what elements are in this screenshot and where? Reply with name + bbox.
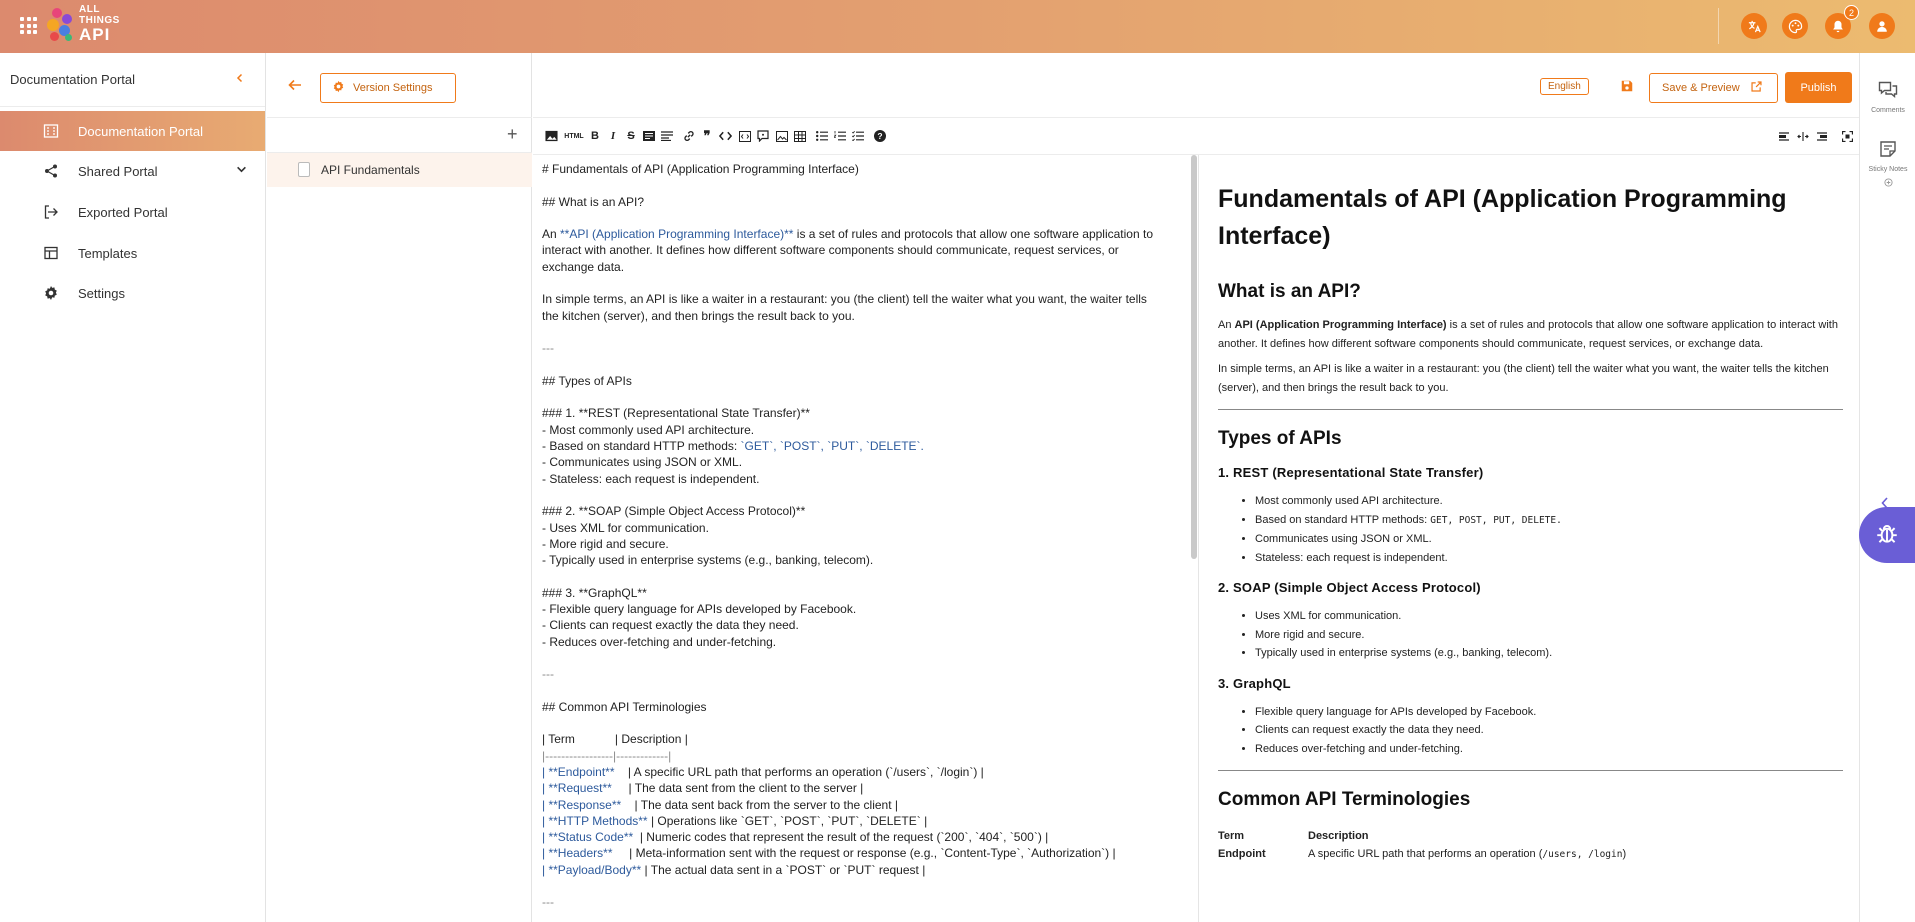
list-item: • Reduces over-fetching and under-fetching. [1255, 740, 1843, 759]
external-link-icon [1750, 80, 1763, 96]
preview-subheading: 1. REST (Representational State Transfer) [1218, 465, 1484, 480]
preview-table-header [1218, 830, 1843, 842]
sidebar-item-label: Settings [78, 285, 125, 301]
sidebar [0, 53, 266, 922]
heading-icon[interactable] [641, 128, 657, 144]
italic-icon[interactable]: I [610, 130, 616, 142]
markdown-source[interactable] [542, 161, 1192, 911]
md-line: - Communicates using JSON or XML. [542, 455, 743, 470]
preview-list [1218, 703, 1843, 759]
language-selector[interactable]: English [1540, 78, 1589, 95]
sticky-notes-button[interactable] [1860, 140, 1915, 192]
md-line: - Most commonly used API architecture. [542, 422, 755, 437]
action-bar [533, 53, 1859, 118]
md-line: - Uses XML for communication. [542, 520, 709, 535]
preview-only-icon[interactable] [1814, 128, 1830, 144]
md-line: ## Types of APIs [542, 373, 632, 388]
md-line: - Clients can request exactly the data they need. [542, 618, 799, 633]
share-icon [43, 163, 59, 179]
preview-divider [1218, 409, 1843, 410]
code-block-icon[interactable] [737, 128, 753, 144]
list-item: • Communicates using JSON or XML. [1255, 530, 1843, 549]
markdown-editor[interactable] [533, 155, 1199, 922]
collapse-sidebar-icon[interactable] [232, 70, 248, 86]
page-tree [267, 53, 532, 922]
bullet-list-icon[interactable] [814, 128, 830, 144]
bold-icon[interactable]: B [591, 130, 599, 142]
brand-line-1: ALL [79, 4, 100, 15]
export-icon [43, 204, 59, 220]
save-preview-button[interactable] [1649, 73, 1778, 103]
sidebar-title: Documentation Portal [10, 72, 136, 87]
md-line: | **Headers** | Meta-information sent with the request or response (e.g., `Content-Type`, `Authorization`) | [542, 846, 1116, 861]
markdown-preview [1201, 155, 1857, 922]
chevron-down-icon[interactable] [236, 164, 247, 178]
brand-line-2: THINGS [79, 15, 120, 26]
md-line: interact with another. It defines how different software components should communicate, request services, or [542, 243, 1119, 258]
md-line: | **Status Code** | Numeric codes that represent the result of the request (`200`, `404`, `500`) | [542, 830, 1049, 845]
sidebar-item-documentation-portal[interactable] [0, 111, 265, 151]
md-line: --- [542, 341, 554, 356]
table-cell-description: A specific URL path that performs an operation (/users, /login) [1308, 848, 1627, 860]
list-item: • Stateless: each request is independent. [1255, 549, 1843, 568]
md-line: exchange data. [542, 259, 625, 274]
gear-icon [43, 285, 59, 301]
table-cell-term: Endpoint [1218, 848, 1266, 860]
md-line: In simple terms, an API is like a waiter in a restaurant: you (the client) tell the waiter what you want, the waiter tells [542, 292, 1147, 307]
publish-button[interactable]: Publish [1785, 72, 1852, 103]
version-settings-label: Version Settings [353, 82, 433, 94]
comments-label: Comments [1871, 107, 1905, 114]
logo-mark-icon [46, 8, 76, 44]
split-view-icon[interactable] [1795, 128, 1811, 144]
md-line: - Stateless: each request is independent. [542, 471, 760, 486]
list-item: • Flexible query language for APIs developed by Facebook. [1255, 703, 1843, 722]
comments-button[interactable] [1860, 81, 1915, 114]
link-icon[interactable] [681, 128, 697, 144]
quote-icon[interactable]: ❞ [703, 128, 711, 143]
md-line: - Flexible query language for APIs developed by Facebook. [542, 602, 857, 617]
md-line: - More rigid and secure. [542, 536, 669, 551]
md-line: ## Common API Terminologies [542, 699, 707, 714]
md-line: | **Response** | The data sent back from the server to the client | [542, 797, 898, 812]
fullscreen-icon[interactable] [1839, 128, 1855, 144]
preview-heading: Common API Terminologies [1218, 789, 1471, 810]
templates-icon [43, 245, 59, 261]
md-line: ## What is an API? [542, 194, 645, 209]
editor-only-icon[interactable] [1776, 128, 1792, 144]
table-icon[interactable] [792, 128, 808, 144]
tree-toolbar [267, 118, 532, 153]
md-line: - Typically used in enterprise systems (e.g., banking, telecom). [542, 553, 874, 568]
table-header-description: Description [1308, 830, 1369, 842]
comments-icon [1878, 86, 1898, 103]
save-icon[interactable] [1620, 79, 1634, 93]
md-line: - Based on standard HTTP methods: `GET`, `POST`, `PUT`, `DELETE`. [542, 439, 924, 454]
sidebar-item-label: Exported Portal [78, 204, 168, 220]
preview-paragraph: In simple terms, an API is like a waiter in a restaurant: you (the client) tell the waiter what you want, the waiter tells the kitchen (server), and then brings the result back to you. [1218, 363, 1829, 394]
svg-text:?: ? [877, 131, 883, 141]
code-icon[interactable] [717, 128, 733, 144]
md-line: | **HTTP Methods** | Operations like `GET`, `POST`, `PUT`, `DELETE` | [542, 813, 928, 828]
sidebar-item-settings[interactable] [0, 273, 265, 313]
right-rail [1859, 53, 1915, 922]
apps-grid-icon[interactable] [20, 17, 37, 34]
version-settings-button[interactable] [320, 73, 456, 103]
translate-icon[interactable] [1741, 13, 1767, 39]
md-line: ### 2. **SOAP (Simple Object Access Protocol)** [542, 504, 806, 519]
md-line: ### 1. **REST (Representational State Transfer)** [542, 406, 810, 421]
md-line: the kitchen (server), and then brings the result back to you. [542, 308, 855, 323]
preview-subheading: 3. GraphQL [1218, 675, 1291, 691]
topbar-divider [1718, 8, 1719, 44]
checklist-icon[interactable] [850, 128, 866, 144]
sidebar-item-exported-portal[interactable] [0, 192, 265, 232]
building-icon [43, 123, 59, 139]
sidebar-item-label: Documentation Portal [78, 123, 204, 139]
sidebar-header [0, 53, 265, 107]
list-item: • Uses XML for communication. [1255, 607, 1843, 626]
preview-paragraph: An API (Application Programming Interface) is a set of rules and protocols that allow one software application to interact with another. It defines how different software components should communicate, request services, or exchange data. [1218, 319, 1838, 350]
list-item: • More rigid and secure. [1255, 626, 1843, 645]
preview-title: Fundamentals of API (Application Programming Interface) [1218, 185, 1787, 250]
strikethrough-icon[interactable]: S [627, 130, 635, 142]
md-line: --- [542, 895, 554, 910]
palette-icon[interactable] [1782, 13, 1808, 39]
brand-line-3: API [79, 25, 111, 44]
tree-header [267, 53, 532, 118]
add-note-icon[interactable] [1860, 174, 1915, 192]
md-line: | Term | Description | [542, 732, 688, 747]
help-icon[interactable] [872, 128, 888, 144]
list-item: • Clients can request exactly the data they need. [1255, 721, 1843, 740]
preview-list [1218, 492, 1843, 567]
preview-subheading: 2. SOAP (Simple Object Access Protocol) [1218, 580, 1481, 595]
save-preview-label: Save & Preview [1662, 82, 1740, 94]
tree-item-label: API Fundamentals [321, 163, 420, 177]
table-header-term: Term [1218, 830, 1245, 842]
md-line: - Reduces over-fetching and under-fetching. [542, 634, 777, 649]
md-line: An **API (Application Programming Interface)** is a set of rules and protocols that allow one software application to [542, 227, 1153, 242]
preview-divider [1218, 770, 1843, 771]
bug-icon [1874, 520, 1900, 551]
md-line: | **Request** | The data sent from the client to the server | [542, 781, 864, 796]
document-icon [298, 162, 310, 177]
image-icon[interactable] [543, 128, 559, 144]
add-page-icon[interactable]: + [507, 124, 518, 144]
tree-item[interactable] [267, 153, 532, 187]
sticky-notes-label: Sticky Notes [1868, 166, 1908, 173]
editor-toolbar [533, 118, 1859, 155]
sidebar-item-label: Templates [78, 245, 138, 261]
md-line: | **Payload/Body** | The actual data sent in a `POST` or `PUT` request | [542, 862, 926, 877]
gear-icon [332, 80, 345, 96]
md-line: # Fundamentals of API (Application Programming Interface) [542, 162, 859, 176]
back-arrow-icon[interactable] [287, 77, 303, 97]
bug-report-button[interactable] [1859, 507, 1915, 563]
sidebar-item-shared-portal[interactable] [0, 151, 265, 191]
list-item: • Typically used in enterprise systems (e.g., banking, telecom). [1255, 644, 1843, 663]
top-bar [0, 0, 1915, 53]
html-icon[interactable]: HTML [564, 132, 584, 140]
editor-scrollbar[interactable] [1191, 155, 1197, 559]
preview-list [1218, 607, 1843, 663]
table-row [1218, 848, 1843, 860]
md-line: | **Endpoint** | A specific URL path that performs an operation (`/users`, `/login`) | [542, 764, 984, 779]
list-item: • Based on standard HTTP methods: GET, POST, PUT, DELETE. [1255, 511, 1843, 531]
md-line: ### 3. **GraphQL** [542, 585, 647, 600]
heading-size-icon[interactable] [659, 128, 675, 144]
preview-heading: What is an API? [1218, 281, 1361, 302]
sticky-notes-icon [1879, 145, 1897, 162]
comment-icon[interactable] [755, 128, 771, 144]
notification-badge: 2 [1844, 5, 1859, 20]
preview-heading: Types of APIs [1218, 428, 1342, 449]
brand-logo[interactable] [46, 4, 124, 48]
image-upload-icon[interactable] [774, 128, 790, 144]
user-avatar-icon[interactable] [1869, 13, 1895, 39]
list-item: • Most commonly used API architecture. [1255, 492, 1843, 511]
sidebar-item-templates[interactable] [0, 233, 265, 273]
sidebar-item-label: Shared Portal [78, 163, 158, 179]
md-line: |-----------------|-------------| [542, 748, 672, 763]
numbered-list-icon[interactable] [832, 128, 848, 144]
md-line: --- [542, 667, 554, 682]
